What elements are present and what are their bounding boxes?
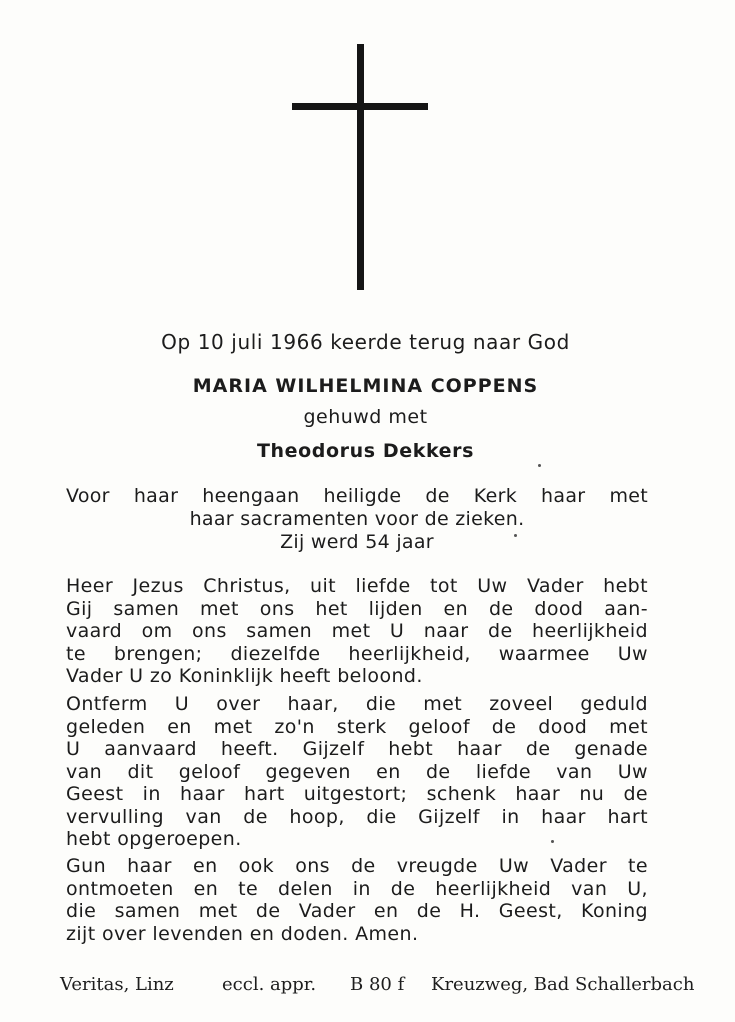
paper-speck	[538, 464, 541, 467]
prayer-line: Geest in haar hart uitgestort; schenk haar nu de	[66, 783, 648, 805]
prayer-line: U aanvaard heeft. Gijzelf hebt haar de genade	[66, 738, 648, 760]
prayer-line: Ontferm U over haar, die met zoveel geduld	[66, 693, 648, 715]
cross-vertical-bar	[357, 44, 364, 290]
deceased-name: MARIA WILHELMINA COPPENS	[192, 375, 539, 397]
paper-speck	[551, 840, 554, 843]
prayer-line: zijt over levenden en doden. Amen.	[66, 922, 419, 945]
age-line: Zij werd 54 jaar	[280, 531, 434, 553]
married-label: gehuwd met	[303, 406, 428, 428]
prayer-line: hebt opgeroepen.	[66, 828, 242, 850]
prayer-line: geleden en met zo'n sterk geloof de dood met	[66, 715, 648, 738]
sacraments-block	[66, 485, 648, 554]
death-date-line: Op 10 juli 1966 keerde terug naar God	[161, 330, 570, 354]
publisher: Veritas, Linz	[60, 974, 174, 995]
prayer-paragraph-2	[66, 693, 648, 851]
approval-note: eccl. appr.	[222, 974, 317, 995]
prayer-line: die samen met de Vader en de H. Geest, Koning	[66, 900, 648, 922]
prayer-line: ontmoeten en te delen in de heerlijkheid van U,	[66, 877, 648, 900]
sacraments-line: haar sacramenten voor de zieken.	[189, 508, 525, 530]
prayer-line: te brengen; diezelfde heerlijkheid, waarmee Uw	[66, 642, 648, 665]
prayer-line: Gun haar en ook ons de vreugde Uw Vader te	[66, 855, 648, 877]
sacraments-line: Voor haar heengaan heiligde de Kerk haar met	[66, 485, 648, 507]
cross-horizontal-bar	[292, 103, 428, 110]
prayer-paragraph-3	[66, 855, 648, 945]
series-name: Kreuzweg, Bad Schallerbach	[431, 974, 695, 995]
prayer-line: Gij samen met ons het lijden en de dood aan-	[66, 597, 648, 620]
prayer-line: Vader U zo Koninklijk heeft beloond.	[66, 665, 423, 687]
prayer-line: vervulling van de hoop, die Gijzelf in haar hart	[66, 805, 648, 828]
prayer-line: vaard om ons samen met U naar de heerlijkheid	[66, 620, 648, 642]
spouse-name: Theodorus Dekkers	[256, 440, 475, 462]
prayer-line: Heer Jezus Christus, uit liefde tot Uw Vader hebt	[66, 575, 648, 597]
paper-speck	[514, 534, 517, 537]
cross-icon	[292, 44, 428, 290]
card-code: B 80 f	[350, 974, 405, 995]
prayer-line: van dit geloof gegeven en de liefde van Uw	[66, 760, 648, 783]
prayer-paragraph-1	[66, 575, 648, 688]
